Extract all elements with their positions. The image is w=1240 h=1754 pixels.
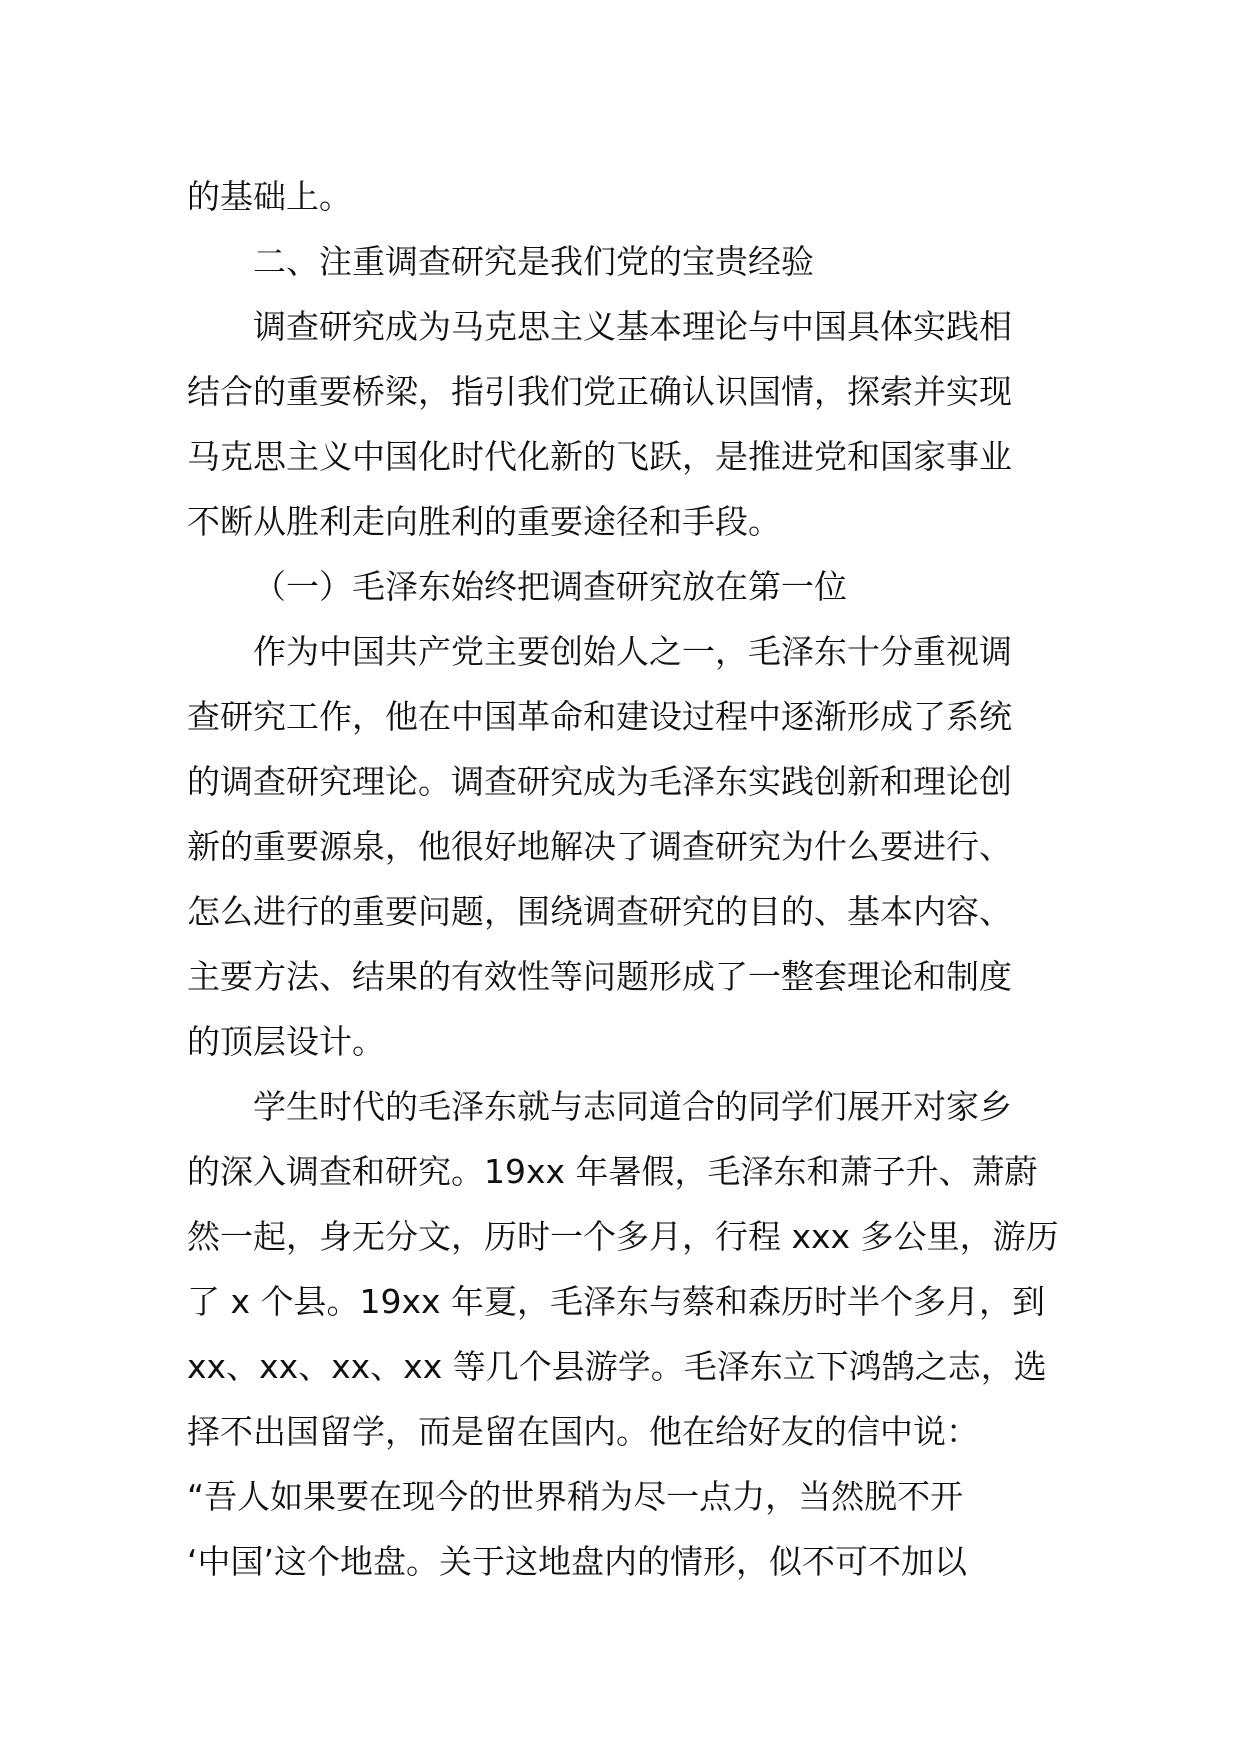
text-line: 结合的重要桥梁，指引我们党正确认识国情，探索并实现 <box>187 372 1012 411</box>
text-line: 作为中国共产党主要创始人之一，毛泽东十分重视调 <box>253 632 1012 671</box>
subsection-heading: （一）毛泽东始终把调查研究放在第一位 <box>253 567 847 606</box>
text-line: 马克思主义中国化时代化新的飞跃，是推进党和国家事业 <box>187 437 1012 476</box>
text-line: “吾人如果要在现今的世界稍为尽一点力，当然脱不开 <box>187 1477 964 1516</box>
text-line: xx、xx、xx、xx 等几个县游学。毛泽东立下鸿鹄之志，选 <box>187 1347 1047 1386</box>
text-line: 查研究工作，他在中国革命和建设过程中逐渐形成了系统 <box>187 697 1012 736</box>
text-line: 的深入调查和研究。19xx 年暑假，毛泽东和萧子升、萧蔚 <box>187 1152 1038 1191</box>
text-line: 择不出国留学，而是留在国内。他在给好友的信中说： <box>187 1412 979 1451</box>
text-line: 了 x 个县。19xx 年夏，毛泽东与蔡和森历时半个多月，到 <box>187 1282 1046 1321</box>
text-line: 然一起，身无分文，历时一个多月，行程 xxx 多公里，游历 <box>187 1217 1059 1256</box>
text-line: 学生时代的毛泽东就与志同道合的同学们展开对家乡 <box>253 1087 1012 1126</box>
text-line: 的调查研究理论。调查研究成为毛泽东实践创新和理论创 <box>187 762 1012 801</box>
text-line: 新的重要源泉，他很好地解决了调查研究为什么要进行、 <box>187 827 1012 866</box>
text-line: 主要方法、结果的有效性等问题形成了一整套理论和制度 <box>187 957 1012 996</box>
text-line: ‘中国’这个地盘。关于这地盘内的情形，似不可不加以 <box>187 1542 967 1581</box>
text-line: 的顶层设计。 <box>187 1022 385 1061</box>
text-line: 不断从胜利走向胜利的重要途径和手段。 <box>187 502 781 541</box>
text-line: 的基础上。 <box>187 177 352 216</box>
text-line: 怎么进行的重要问题，围绕调查研究的目的、基本内容、 <box>187 892 1012 931</box>
section-heading: 二、注重调查研究是我们党的宝贵经验 <box>253 242 814 281</box>
text-line: 调查研究成为马克思主义基本理论与中国具体实践相 <box>253 307 1012 346</box>
body-text <box>187 164 1067 1594</box>
